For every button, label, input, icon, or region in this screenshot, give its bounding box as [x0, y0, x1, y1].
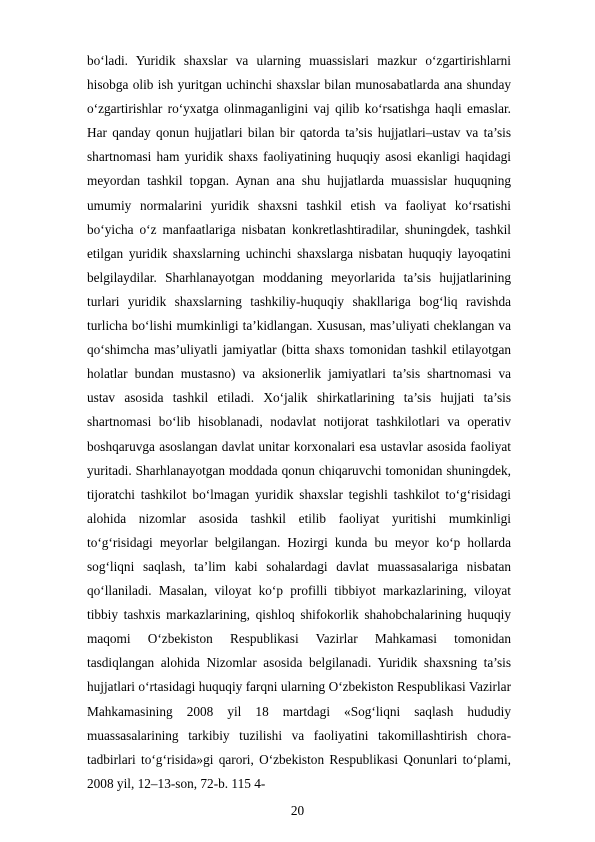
page-number: 20	[290, 803, 305, 818]
body-paragraph: bo‘ladi. Yuridik shaxslar va ularning muassislari mazkur o‘zgartirishlarni hisobga olib ish yuritgan uchinchi shaxslar bilan munosabatlarda ana shunday o‘zgartirishlar ro‘yxatga olinmaganligini vaj qilib ko‘rsatishga haqli emaslar. Har qanday qonun hujjatlari bilan bir qatorda ta’sis hujjatlari–ustav va ta’sis shartnomasi ham yuridik shaxs faoliyatining huquqiy asosi ekanligi haqidagi meyordan tashkil topgan. Aynan ana shu hujjatlarda muassislar huquqning umumiy normalarini yuridik shaxsni tashkil etish va faoliyat ko‘rsatishi bo‘yicha o‘z manfaatlariga nisbatan konkretlashtiradilar, shuningdek, tashkil etilgan yuridik shaxslarning uchinchi shaxslarga nisbatan huquqiy layoqatini belgilaydilar. Sharhlanayotgan moddaning meyorlarida ta’sis hujjatlarining turlari yuridik shaxslarning tashkiliy-huquqiy shakllariga bog‘liq ravishda turlicha bo‘lishi mumkinligi ta’kidlangan. Xususan, mas’uliyati cheklangan va qo‘shimcha mas’uliyatli jamiyatlar (bitta shaxs tomonidan tashkil etilayotgan holatlar bundan mustasno) va aksionerlik jamiyatlari ta’sis shartnomasi va ustav asosida tashkil etiladi. Xo‘jalik shirkatlarining ta’sis hujjati ta’sis shartnomasi bo‘lib hisoblanadi, nodavlat notijorat tashkilotlari va operativ boshqaruvga asoslangan davlat unitar korxonalari esa ustavlar asosida faoliyat yuritadi. Sharhlanayotgan moddada qonun chiqaruvchi tomonidan shuningdek, tijoratchi tashkilot bo‘lmagan yuridik shaxslar tegishli tashkilot to‘g‘risidagi alohida nizomlar asosida tashkil etilib faoliyat yuritishi mumkinligi to‘g‘risidagi meyorlar belgilangan. Hozirgi kunda bu meyor ko‘p hollarda sog‘liqni saqlash, ta’lim kabi sohalardagi davlat muassasalariga nisbatan qo‘llaniladi. Masalan, viloyat ko‘p profilli tibbiyot markazlarining, viloyat tibbiy tashxis markazlarining, qishloq shifokorlik shahobchalarining huquqiy maqomi O‘zbekiston Respublikasi Vazirlar Mahkamasi tomonidan tasdiqlangan alohida Nizomlar asosida belgilanadi. Yuridik shaxsning ta’sis hujjatlari o‘rtasidagi huquqiy farqni ularning O‘zbekiston Respublikasi Vazirlar Mahkamasining 2008 yil 18 martdagi «Sog‘liqni saqlash hududiy muassasalarining tarkibiy tuzilishi va faoliyatini takomillashtirish chora-tadbirlari to‘g‘risida»gi qarori, O‘zbekiston Respublikasi Qonunlari to‘plami, 2008 yil, 12–13-son, 72-b. 115 4-	[87, 53, 511, 791]
